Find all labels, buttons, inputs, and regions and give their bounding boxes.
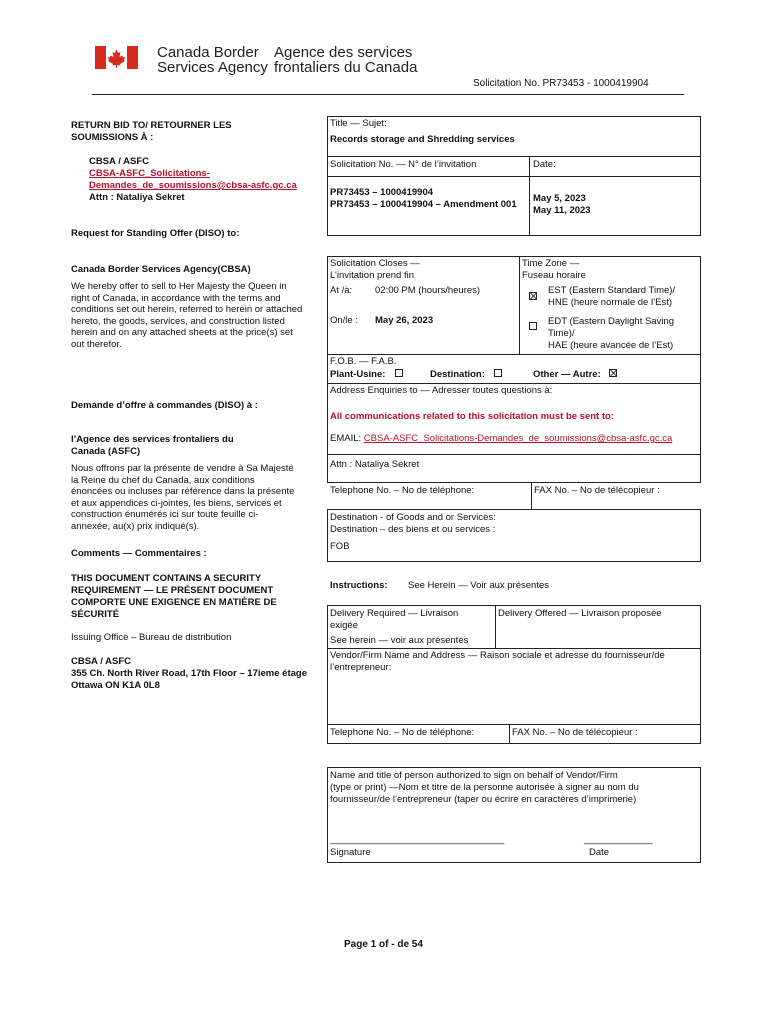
solicitation-no-value: PR73453 – 1000419904 PR73453 – 1000419904 – Amendment 001 [330, 187, 517, 210]
date-caption: Date [589, 847, 610, 858]
offer-en-text: We hereby offer to sell to Her Majesty the Queen in right of Canada, in accordance with the terms and conditions set out herein, referred to herein or attached hereto, the goods, services, and construction listed herein and on any attached sheets at the price(s) set out therefor. [71, 281, 303, 350]
issuing-office: Issuing Office – Bureau de distribution [71, 632, 232, 643]
solicitation-no-label: Solicitation No. — N° de l’invitation [330, 159, 477, 170]
destination-label: Destination - of Goods and or Services: Destination – des biens et ou services : [330, 512, 496, 535]
all-communications-notice: All communications related to this solicitation must be sent to: [330, 411, 614, 422]
signature-caption: Signature [330, 847, 371, 858]
vendor-telephone-label: Telephone No. – No de téléphone: [330, 727, 475, 738]
comments-label: Comments — Commentaires : [71, 548, 207, 559]
address-enquiries-label: Address Enquiries to — Adresser toutes questions à: [330, 385, 553, 396]
closes-label: Solicitation Closes — L’invitation prend fin [330, 258, 420, 281]
canada-flag-icon [95, 46, 138, 69]
est-label: EST (Eastern Standard Time)/ HNE (heure normale de l’Est) [548, 285, 676, 308]
signature-line: _________________________________ [330, 834, 505, 845]
page-number: Page 1 of - de 54 [344, 939, 423, 950]
plant-usine-label: Plant-Usine: [330, 369, 386, 380]
fob-label: F.O.B. — F.A.B. [330, 356, 397, 367]
vendor-fax-label: FAX No. – No de télécopieur : [512, 727, 638, 738]
date-label: Date: [533, 159, 556, 170]
edt-label: EDT (Eastern Daylight Saving Time)/ HAE (heure avancée de l’Est) [548, 316, 675, 351]
instructions-value: See Herein — Voir aux présentes [408, 580, 549, 591]
title-value: Records storage and Shredding services [330, 134, 515, 145]
header-divider [92, 94, 684, 95]
contact-email-link[interactable]: CBSA-ASFC_Solicitations-Demandes_de_soumissions@cbsa-asfc.gc.ca [363, 433, 673, 444]
demande-diso: Demande d’offre à commandes (DISO) à : [71, 400, 258, 411]
delivery-required-label: Delivery Required — Livraison exigée [330, 608, 459, 631]
issuing-address: CBSA / ASFC 355 Ch. North River Road, 17th Floor – 17ieme étage Ottawa ON K1A 0L8 [71, 656, 307, 691]
destination-checkbox[interactable] [494, 369, 502, 377]
return-email-link[interactable]: CBSA-ASFC_Solicitations- Demandes_de_soumissions@cbsa-asfc.gc.ca [89, 168, 297, 191]
authorized-person-label: Name and title of person authorized to sign on behalf of Vendor/Firm (type or print) —Nom et titre de la personne autorisée à signer au nom du fournisseur/de l’entrepreneur (taper ou écrire en caractères d’imprimerie) [330, 770, 639, 805]
destination-option-label: Destination: [430, 369, 485, 380]
title-label: Title — Sujet: [330, 118, 387, 129]
security-requirement: THIS DOCUMENT CONTAINS A SECURITY REQUIREMENT — LE PRÉSENT DOCUMENT COMPORTE UNE EXIGENCE EN MATIÈRE DE SÉCURITÉ [71, 573, 277, 620]
return-cbsa: CBSA / ASFC [89, 156, 149, 167]
other-option-label: Other — Autre: [533, 369, 601, 380]
agency-en-label: Canada Border Services Agency(CBSA) [71, 264, 251, 275]
offer-fr-text: Nous offrons par la présente de vendre à Sa Majesté la Reine du chef du Canada, aux conditions énoncées ou incluses par référence dans la présente et aux appendices ci-jointes, les biens, services et construction énumérés ici sur toute feuille ci-annexée, au(x) prix indiqué(s). [71, 463, 295, 532]
agency-name-en: Canada Border Services Agency [157, 44, 268, 76]
est-checkbox[interactable] [529, 292, 537, 300]
request-diso: Request for Standing Offer (DISO) to: [71, 228, 240, 239]
instructions-label: Instructions: [330, 580, 388, 591]
other-checkbox[interactable] [609, 369, 617, 377]
solicitation-ref: Solicitation No. PR73453 - 1000419904 [473, 78, 649, 89]
agency-fr-label: l’Agence des services frontaliers du Canada (ASFC) [71, 434, 234, 457]
date-value: May 5, 2023 May 11, 2023 [533, 193, 591, 216]
agency-name-fr: Agence des services frontaliers du Canada [274, 44, 418, 76]
on-label: On/le : [330, 315, 358, 326]
return-bid-title: RETURN BID TO/ RETOURNER LES SOUMISSIONS À : [71, 120, 232, 143]
contact-attn: Attn : Nataliya Sekret [330, 459, 420, 470]
destination-value: FOB [330, 541, 350, 552]
timezone-label: Time Zone — Fuseau horaire [522, 258, 586, 281]
telephone-label: Telephone No. – No de téléphone: [330, 485, 475, 496]
vendor-label: Vendor/Firm Name and Address — Raison sociale et adresse du fournisseur/de l’entrepreneur: [330, 650, 665, 673]
fax-label: FAX No. – No de télécopieur : [534, 485, 660, 496]
at-value: 02:00 PM (hours/heures) [375, 285, 481, 296]
delivery-offered-label: Delivery Offered — Livraison proposée [498, 608, 662, 619]
plant-checkbox[interactable] [395, 369, 403, 377]
on-value: May 26, 2023 [375, 315, 434, 326]
date-line: _____________ [584, 834, 653, 845]
at-label: At /à: [330, 285, 353, 296]
delivery-required-value: See herein — voir aux présentes [330, 635, 469, 646]
contact-email: EMAIL: CBSA-ASFC_Solicitations-Demandes_de_soumissions@cbsa-asfc.gc.ca [330, 433, 673, 444]
return-attn: Attn : Nataliya Sekret [89, 192, 185, 203]
edt-checkbox[interactable] [529, 322, 537, 330]
